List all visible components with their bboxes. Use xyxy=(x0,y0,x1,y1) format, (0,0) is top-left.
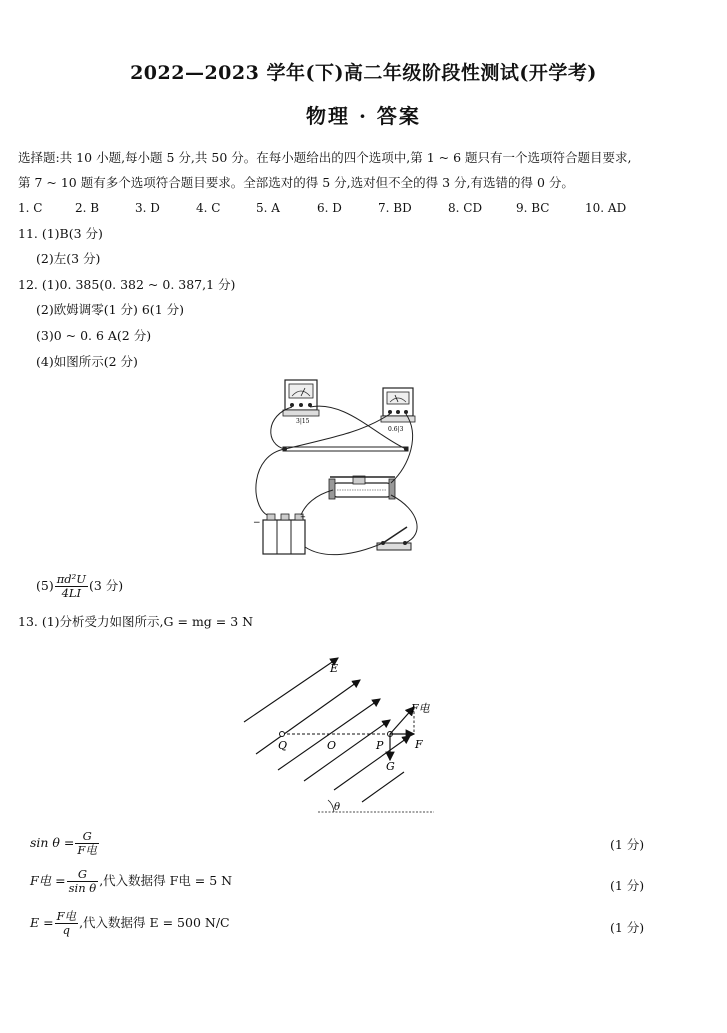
battery-icon xyxy=(263,514,305,554)
q12-part4: (4)如图所示(2 分) xyxy=(36,354,138,369)
eq2-score: (1 分) xyxy=(610,878,645,893)
eq3-fraction xyxy=(55,910,78,937)
fraction-denominator: 4LI xyxy=(61,586,82,600)
eq2-rest: ,代入数据得 F电 = 5 N xyxy=(99,873,233,888)
choice-answer: 1. C xyxy=(18,201,43,215)
intro-line-2: 第 7 ~ 10 题有多个选项符合题目要求。全部选对的得 5 分,选对但不全的得 3 分,有选错的得 0 分。 xyxy=(18,175,574,190)
field-lines xyxy=(244,658,410,802)
eq3-lhs: E = xyxy=(30,915,54,930)
label-F: F xyxy=(415,738,423,751)
q12-part5-score: (3 分) xyxy=(88,578,124,593)
field-label-E: E xyxy=(330,662,339,675)
eq3-score: (1 分) xyxy=(610,920,645,935)
point-Q xyxy=(280,732,285,737)
resistance-wire-icon xyxy=(283,447,408,451)
intro-line-1: 选择题:共 10 小题,每小题 5 分,共 50 分。在每小题给出的四个选项中,第 1 ~ 6 题只有一个选项符合题目要求, xyxy=(18,150,632,165)
q12-part5-prefix: (5) xyxy=(36,578,54,593)
battery-minus-label: − xyxy=(253,518,261,528)
voltmeter-terminal-label: 3|15 xyxy=(296,418,310,425)
equation-2 xyxy=(30,868,232,895)
eq2-numerator: G xyxy=(67,868,99,882)
q12-part5 xyxy=(36,573,123,600)
q12-part3: (3)0 ~ 0. 6 A(2 分) xyxy=(36,328,152,343)
ammeter-terminal-label: 0.6|3 xyxy=(388,426,404,433)
eq1-numerator: G xyxy=(75,830,98,844)
label-P: P xyxy=(376,739,384,752)
choice-answer: 9. BC xyxy=(516,201,550,215)
q12-part2: (2)欧姆调零(1 分) 6(1 分) xyxy=(36,302,184,317)
eq1-denominator: F电 xyxy=(77,843,97,857)
choice-answer: 4. C xyxy=(196,201,221,215)
eq3-numerator: F电 xyxy=(56,909,77,923)
choice-answer: 8. CD xyxy=(448,201,483,215)
battery-plus-label: + xyxy=(300,513,306,521)
q12-part1: 12. (1)0. 385(0. 382 ~ 0. 387,1 分) xyxy=(18,277,236,292)
choice-answer: 5. A xyxy=(256,201,280,215)
choice-answer: 10. AD xyxy=(585,201,627,215)
equation-1 xyxy=(30,830,100,857)
eq3-rest: ,代入数据得 E = 500 N/C xyxy=(79,915,230,930)
label-theta: θ xyxy=(334,802,341,813)
choice-answer: 3. D xyxy=(135,201,160,215)
q13-part1: 13. (1)分析受力如图所示,G = mg = 3 N xyxy=(18,614,254,629)
force-diagram xyxy=(238,650,443,820)
q11-part1: 11. (1)B(3 分) xyxy=(18,226,103,241)
page-subtitle: 物理 · 答案 xyxy=(306,104,421,128)
choice-answer: 6. D xyxy=(317,201,342,215)
page-title: 2022—2023 学年(下)高二年级阶段性测试(开学考) xyxy=(130,62,597,84)
circuit-diagram xyxy=(245,375,440,570)
eq1-lhs: sin θ = xyxy=(30,835,75,850)
choice-answer: 2. B xyxy=(75,201,100,215)
eq2-fraction xyxy=(67,868,99,895)
rheostat-icon xyxy=(329,476,395,499)
label-F-electric: F电 xyxy=(411,702,430,715)
voltmeter-icon xyxy=(283,380,319,416)
eq1-score: (1 分) xyxy=(610,837,645,852)
equation-3 xyxy=(30,910,230,937)
label-G: G xyxy=(386,760,395,773)
q11-part2: (2)左(3 分) xyxy=(36,251,101,266)
switch-icon xyxy=(377,527,411,550)
choice-answer: 7. BD xyxy=(378,201,412,215)
eq1-fraction xyxy=(75,830,98,857)
label-O: O xyxy=(327,739,337,752)
fraction-numerator: πd²U xyxy=(56,572,86,586)
eq2-denominator: sin θ xyxy=(68,881,97,895)
label-Q: Q xyxy=(278,739,288,752)
eq2-lhs: F电 = xyxy=(30,873,66,888)
resistivity-fraction xyxy=(55,573,88,600)
eq3-denominator: q xyxy=(62,923,70,937)
